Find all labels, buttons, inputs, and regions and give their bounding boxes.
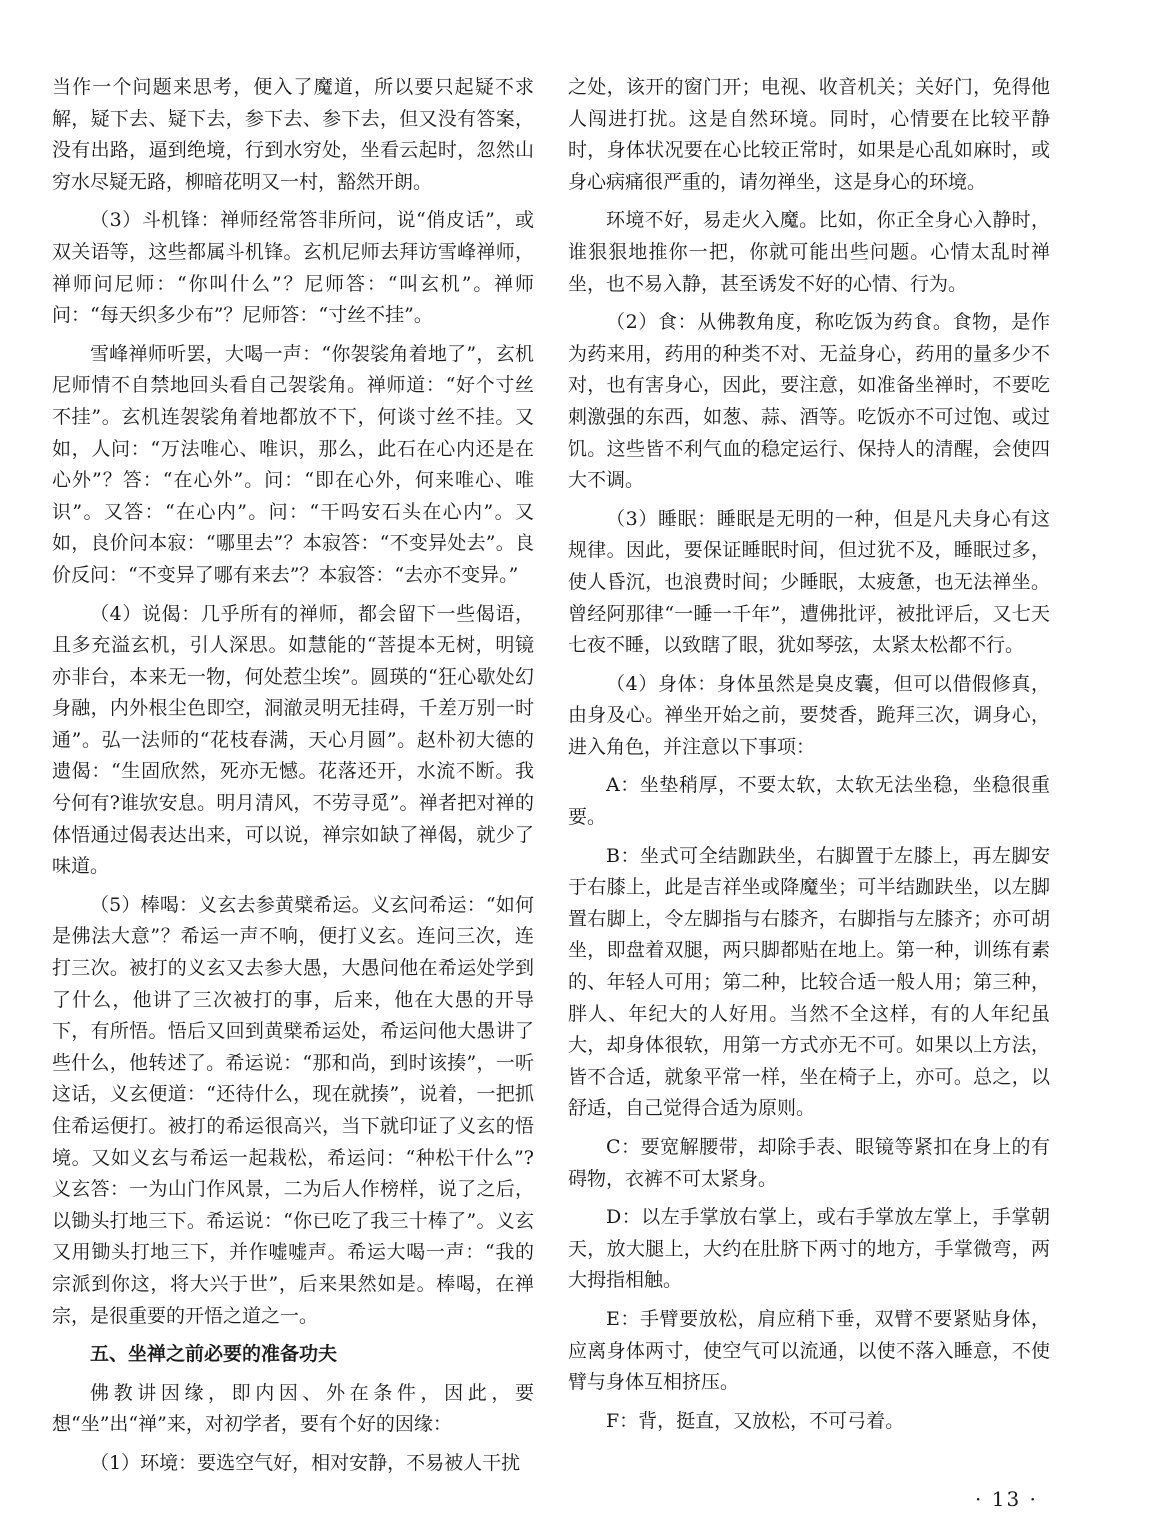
paragraph: （2）食：从佛教角度，称吃饭为药食。食物，是作为药来用，药用的种类不对、无益身心，药用的量多少不对，也有害身心，因此，要注意，如准备坐禅时，不要吃刺激强的东西，如葱、蒜、酒等。吃饭亦不可过饱、或过饥。这些皆不利气血的稳定运行、保持人的清醒，会使四大不调。 <box>568 311 1050 492</box>
list-item: D：以左手掌放右掌上，或右手掌放左掌上，手掌朝天，放大腿上，大约在肚脐下两寸的地方，手掌微弯，两大拇指相触。 <box>568 1206 1050 1292</box>
left-column <box>52 72 534 1487</box>
paragraph: 当作一个问题来思考，便入了魔道，所以要只起疑不求解，疑下去、疑下去，参下去、参下去，但又没有答案，没有出路，逼到绝境，行到水穷处，坐看云起时，忽然山穷水尽疑无路，柳暗花明又一村，豁然开朗。 <box>52 76 534 193</box>
section-heading: 五、坐禅之前必要的准备功夫 <box>90 1343 338 1366</box>
paragraph: （5）棒喝：义玄去参黄檗希运。义玄问希运：“如何是佛法大意”？希运一声不响，便打义玄。连问三次，连打三次。被打的义玄又去参大愚，大愚问他在希运处学到了什么，他讲了三次被打的事，后来，他在大愚的开导下，有所悟。悟后又回到黄檗希运处，希运问他大愚讲了些什么，他转述了。希运说：“那和尚，到时该揍”，一听这话，义玄便道：“还待什么，现在就揍”，说着，一把抓住希运便打。被打的希运很高兴，当下就印证了义玄的悟境。又如义玄与希运一起栽松，希运问：“种松干什么”?义玄答：一为山门作风景，二为后人作榜样，说了之后，以锄头打地三下。希运说：“你已吃了我三十棒了”。义玄又用锄头打地三下，并作嘘嘘声。希运大喝一声：“我的宗派到你这，将大兴于世”，后来果然如是。棒喝，在禅宗，是很重要的开悟之道之一。 <box>52 893 534 1327</box>
paragraph: 之处，该开的窗门开；电视、收音机关；关好门，免得他人闯进打扰。这是自然环境。同时，心情要在比较平静时，身体状况要在心比较正常时，如果是心乱如麻时，或身心病痛很严重的，请勿禅坐，这是身心的环境。 <box>568 76 1050 193</box>
paragraph: （1）环境：要选空气好，相对安静，不易被人干扰 <box>90 1451 521 1474</box>
list-item: E：手臂要放松，肩应稍下垂，双臂不要紧贴身体，应离身体两寸，使空气可以流通，以使不落入睡意，不使臂与身体互相挤压。 <box>568 1307 1050 1394</box>
paragraph: （4）身体：身体虽然是臭皮囊，但可以借假修真，由身及心。禅坐开始之前，要焚香，跪拜三次，调身心，进入角色，并注意以下事项： <box>568 672 1050 758</box>
paragraph: （4）说偈：几乎所有的禅师，都会留下一些偈语，且多充溢玄机，引人深思。如慧能的“菩提本无树，明镜亦非台，本来无一物，何处惹尘埃”。圆瑛的“狂心歇处幻身融，内外根尘色即空，洞澈灵明无挂碍，千差万别一时通”。弘一法师的“花枝春满，天心月圆”。赵朴初大德的遗偈：“生固欣然，死亦无憾。花落还开，水流不断。我兮何有?谁欤安息。明月清风，不劳寻觅”。禅者把对禅的体悟通过偈表达出来，可以说，禅宗如缺了禅偈，就少了味道。 <box>52 602 534 878</box>
paragraph: 环境不好，易走火入魔。比如，你正全身心入静时，谁狠狠地推你一把，你就可能出些问题。心情太乱时禅坐，也不易入静，甚至诱发不好的心情、行为。 <box>568 209 1050 295</box>
right-column <box>568 72 1050 1444</box>
list-item: F：背，挺直，又放松，不可弓着。 <box>606 1409 905 1432</box>
paragraph: 佛教讲因缘，即内因、外在条件，因此，要想“坐”出“禅”来，对初学者，要有个好的因缘： <box>52 1381 534 1436</box>
paragraph: （3）睡眠：睡眠是无明的一种，但是凡夫身心有这规律。因此，要保证睡眠时间，但过犹不及，睡眠过多，使人昏沉，也浪费时间；少睡眠，太疲惫，也无法禅坐。曾经阿那律“一睡一千年”，遭佛批评，被批评后，又七天七夜不睡，以致瞎了眼，犹如琴弦，太紧太松都不行。 <box>568 507 1050 657</box>
list-item: C：要宽解腰带，却除手表、眼镜等紧扣在身上的有碍物，衣裤不可太紧身。 <box>568 1136 1050 1190</box>
page-number: · 13 · <box>975 1487 1038 1511</box>
list-item: A：坐垫稍厚，不要太软，太软无法坐稳，坐稳很重要。 <box>568 774 1050 829</box>
paragraph: （3）斗机锋：禅师经常答非所问，说“俏皮话”，或双关语等，这些都属斗机锋。玄机尼师去拜访雪峰禅师，禅师问尼师：“你叫什么”？尼师答：“叫玄机”。禅师问：“每天织多少布”？尼师答：“寸丝不挂”。 <box>52 209 534 327</box>
list-item: B：坐式可全结跏趺坐，右脚置于左膝上，再左脚安于右膝上，此是吉祥坐或降魔坐；可半结跏趺坐，以左脚置右脚上，令左脚指与右膝齐，右脚指与左膝齐；亦可胡坐，即盘着双腿，两只脚都贴在地上。第一种，训练有素的、年轻人可用；第二种，比较合适一般人用；第三种，胖人、年纪大的人好用。当然不全这样，有的人年纪虽大，却身体很软，用第一方式亦无不可。如果以上方法，皆不合适，就象平常一样，坐在椅子上，亦可。总之，以舒适，自己觉得合适为原则。 <box>568 844 1050 1120</box>
paragraph: 雪峰禅师听罢，大喝一声：“你袈裟角着地了”，玄机尼师情不自禁地回头看自己袈裟角。禅师道：“好个寸丝不挂”。玄机连袈裟角着地都放不下，何谈寸丝不挂。又如，人问：“万法唯心、唯识，那么，此石在心内还是在心外”？答：“在心外”。问：“即在心外，何来唯心、唯识”。又答：“在心内”。问：“干吗安石头在心内”。又如，良价问本寂：“哪里去”？本寂答：“不变异处去”。良价反问：“不变异了哪有来去”？本寂答：“去亦不变异。” <box>52 342 534 586</box>
